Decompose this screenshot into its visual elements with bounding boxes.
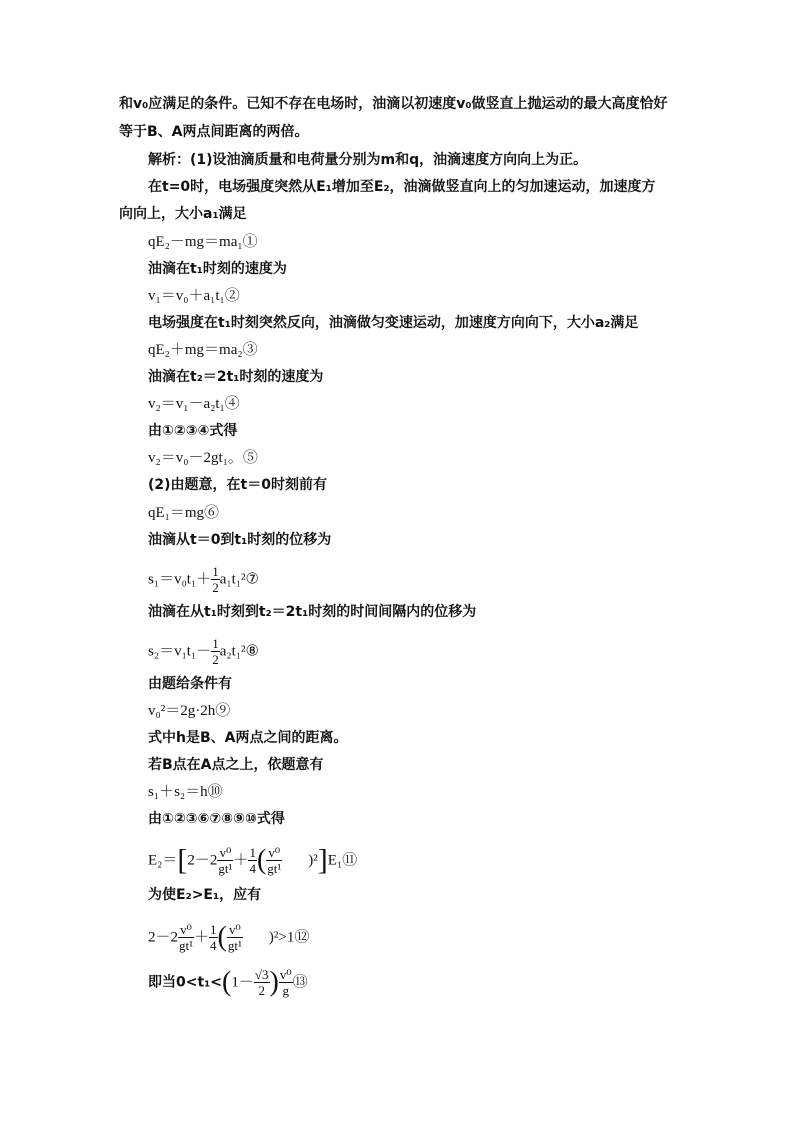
equation-1: qE₂－mg＝ma₁① [148,234,258,250]
text-line: 等于B、A两点间距离的两倍。 [119,124,309,140]
text-line: 为使E₂>E₁，应有 [148,887,262,903]
text-line: 油滴在从t₁时刻到t₂＝2t₁时刻的时间间隔内的位移为 [148,604,477,620]
solution-heading: 解析：(1)设油滴质量和电荷量分别为m和q，油滴速度方向向上为正。 [148,152,588,168]
equation-7 [148,564,259,595]
fraction-half: $\frac{1}{2}$ [212,636,219,667]
left-bracket: [ [177,843,188,877]
eq7-rhs: a₁t₁²⑦ [219,571,259,588]
text-line: 由①②③⑥⑦⑧⑨⑩式得 [148,811,285,827]
fraction-v0-over-g: $\frac{\text{v⁰}}{g}$ [279,967,292,998]
equation-2: v₁＝v₀＋a₁t₁② [148,288,240,304]
equation-10: s₁＋s₂＝h⑩ [148,784,223,800]
equation-3: qE₂＋mg＝ma₂③ [148,342,258,358]
text-line: 油滴在t₂＝2t₁时刻的速度为 [148,369,324,385]
text-line: 油滴在t₁时刻的速度为 [148,261,287,277]
equation-5: v₂＝v₀－2gt₁。⑤ [148,450,258,466]
eq8-rhs: a₂t₁²⑧ [219,643,259,660]
text-line: 在t=0时，电场强度突然从E₁增加至E₂，油滴做竖直向上的匀加速运动，加速度方 [148,179,656,195]
fraction-half: $\frac{1}{2}$ [212,564,219,595]
text-line: 向向上，大小a₁满足 [119,206,247,222]
text-line: 油滴从t＝0到t₁时刻的位移为 [148,532,332,548]
eq8-lhs: s₂＝v₁t₁－ [148,643,212,660]
fraction-quarter: $\frac{1}{4}$ [210,922,217,953]
right-bracket: ] [317,843,328,877]
text-line: 电场强度在t₁时刻突然反向，油滴做匀变速运动，加速度方向向下，大小a₂满足 [148,315,639,331]
fraction-v0-gt1: $\frac{\text{v⁰}}{\text{gt¹}}$ [218,845,233,876]
text-line: 由题给条件有 [148,676,232,692]
fraction-v0-gt1: $\frac{\text{v⁰}}{\text{gt¹}}$ [179,922,194,953]
text-line: 式中h是B、A两点之间的距离。 [148,730,348,746]
part-2-line: (2)由题意，在t＝0时刻前有 [148,477,327,493]
text-line: 由①②③④式得 [148,423,238,439]
equation-13: 即当0<t₁<(1－ $\frac{√3}{2}$ ) $\frac{\text{v⁰}}{g}$ ⑬ [148,966,308,998]
fraction-v0-gt1: $\frac{\text{v⁰}}{\text{gt¹}}$ [227,922,242,953]
equation-4: v₂＝v₁－a₂t₁④ [148,396,240,412]
equation-9: v₀²＝2g·2h⑨ [148,703,231,719]
fraction-v0-gt1: $\frac{\text{v⁰}}{\text{gt¹}}$ [267,845,282,876]
equation-12: 2－2 $\frac{\text{v⁰}}{\text{gt¹}}$ ＋ $\frac{1}{4}$ ( $\frac{\text{v⁰}}{\text{gt¹}}$ )²>1⑫ [148,921,310,953]
eq7-lhs: s₁＝v₀t₁＋ [148,571,212,588]
equation-11: E₂＝[2－2 $\frac{\text{v⁰}}{\text{gt¹}}$ ＋ $\frac{1}{4}$ ( $\frac{\text{v⁰}}{\text{gt¹}}$ )²]E₁⑪ [148,843,358,877]
fraction-quarter: $\frac{1}{4}$ [249,845,256,876]
fraction-sqrt3-over-2: $\frac{√3}{2}$ [254,967,269,998]
equation-6: qE₁＝mg⑥ [148,505,220,521]
text-line: 和v₀应满足的条件。已知不存在电场时，油滴以初速度v₀做竖直上抛运动的最大高度恰好 [119,96,668,112]
equation-8 [148,636,259,667]
text-line: 若B点在A点之上，依题意有 [148,757,324,773]
